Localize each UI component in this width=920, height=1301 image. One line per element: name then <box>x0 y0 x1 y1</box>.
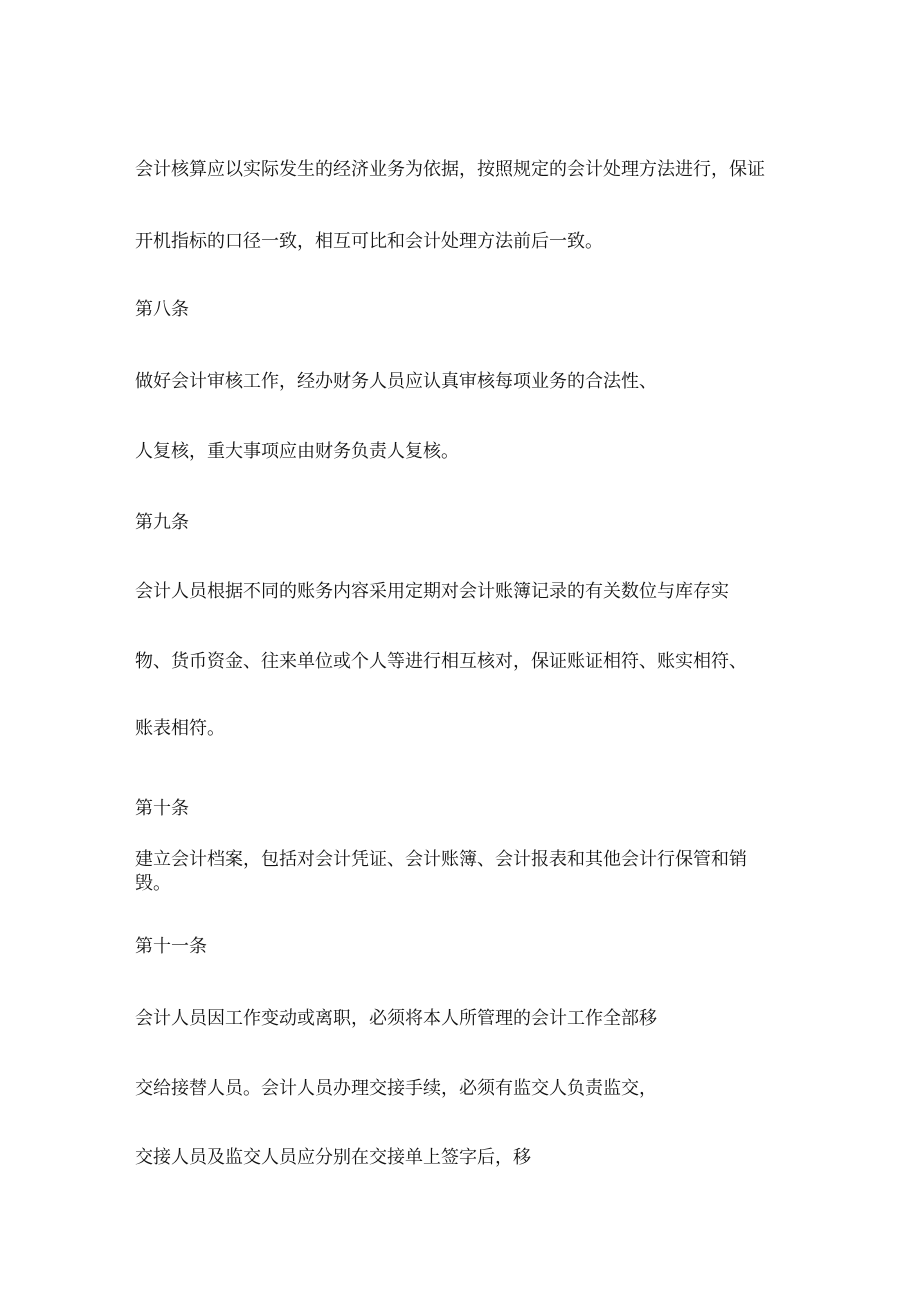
paragraph-line: 会计人员因工作变动或离职，必须将本人所管理的会计工作全部移 <box>135 1008 657 1029</box>
paragraph-line: 开机指标的口径一致，相互可比和会计处理方法前后一致。 <box>135 231 603 252</box>
paragraph-line: 交接人员及监交人员应分别在交接单上签字后，移 <box>135 1147 531 1168</box>
article-heading: 第八条 <box>135 299 189 320</box>
article-heading: 第十条 <box>135 798 189 819</box>
paragraph-line: 账表相符。 <box>135 718 225 739</box>
paragraph-line: 物、货币资金、往来单位或个人等进行相互核对，保证账证相符、账实相符、 <box>135 651 747 672</box>
paragraph-line: 交给接替人员。会计人员办理交接手续，必须有监交人负责监交， <box>135 1078 657 1099</box>
paragraph-line: 会计核算应以实际发生的经济业务为依据，按照规定的会计处理方法进行，保证 <box>135 159 765 180</box>
paragraph-line: 做好会计审核工作，经办财务人员应认真审核每项业务的合法性、 <box>135 371 657 392</box>
paragraph-line: 毁。 <box>135 873 171 894</box>
paragraph-line: 人复核，重大事项应由财务负责人复核。 <box>135 441 459 462</box>
article-heading: 第十一条 <box>135 936 207 957</box>
paragraph-line: 会计人员根据不同的账务内容采用定期对会计账簿记录的有关数位与库存实 <box>135 581 729 602</box>
paragraph-line: 建立会计档案，包括对会计凭证、会计账簿、会计报表和其他会计行保管和销 <box>135 849 747 870</box>
article-heading: 第九条 <box>135 512 189 533</box>
